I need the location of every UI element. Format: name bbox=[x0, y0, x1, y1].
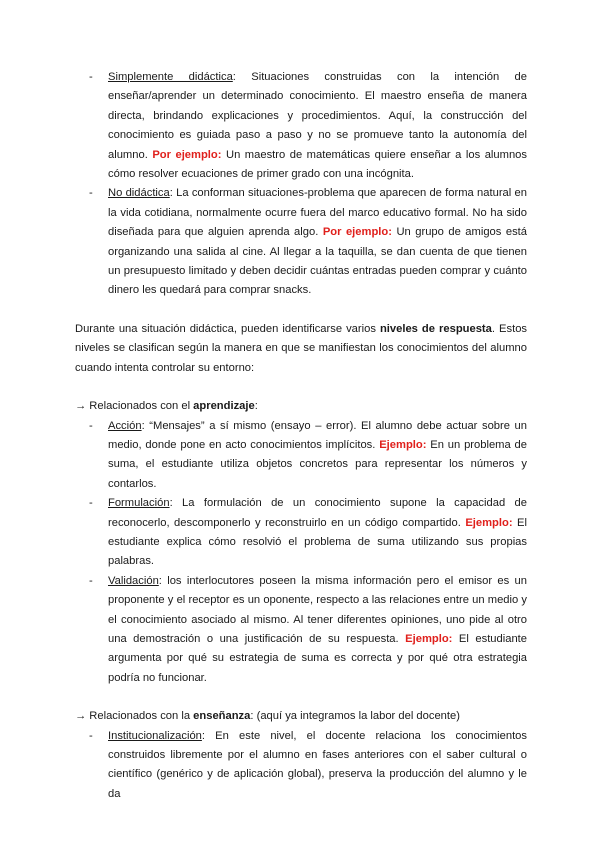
list-item-no-didactica bbox=[75, 184, 527, 300]
heading-bold: aprendizaje bbox=[193, 400, 255, 413]
list-item-validacion bbox=[75, 572, 527, 688]
definition-text: : “Mensajes” a sí mismo (ensayo – error). El alumno debe actuar sobre un medio, donde pone en acto conocimientos implícitos. bbox=[108, 419, 527, 451]
intro-paragraph bbox=[75, 320, 527, 378]
list-item-formulacion bbox=[75, 494, 527, 572]
definition-text: : los interlocutores poseen la misma información pero el emisor es un proponente y el receptor es un oponente, respecto a las relaciones entre un medio y el conocimiento asociado al mismo. Al tener diferentes opiniones, uno pide al otro una demostración o una justificación de su respuesta. bbox=[108, 574, 527, 645]
list-item-accion bbox=[75, 417, 527, 495]
list-dash: - bbox=[89, 71, 93, 83]
intro-bold-term: niveles de respuesta bbox=[379, 322, 492, 335]
example-label: Ejemplo: bbox=[405, 632, 453, 645]
list-item-simplemente-didactica bbox=[75, 68, 527, 184]
heading-bold: enseñanza bbox=[193, 710, 251, 723]
section-heading-aprendizaje bbox=[75, 397, 527, 416]
example-label: Ejemplo: bbox=[465, 516, 513, 529]
definition-text: : La formulación de un conocimiento supone la capacidad de reconocerlo, descomponerlo y reconstruirlo en un código compartido. bbox=[108, 497, 527, 529]
heading-prefix: → Relacionados con la bbox=[75, 710, 194, 723]
list-dash: - bbox=[89, 187, 93, 200]
definition-text: : La conforman situaciones-problema que aparecen de forma natural en la vida cotidiana, normalmente ocurre fuera del marco educativo formal. No ha sido diseñada para que alguien aprenda algo. bbox=[108, 187, 527, 239]
term-validacion: Validación bbox=[108, 574, 159, 587]
term-accion: Acción bbox=[108, 419, 142, 432]
example-label: Por ejemplo: bbox=[322, 226, 392, 239]
example-text: El estudiante argumenta por qué su estrategia de suma es correcta y por qué otra estrategia podría no funcionar. bbox=[108, 632, 528, 684]
intro-text-before: Durante una situación didáctica, pueden identificarse varios bbox=[75, 322, 380, 335]
term-simplemente-didactica: Simplemente didáctica bbox=[108, 71, 233, 83]
example-text: En un problema de suma, el estudiante utiliza objetos concretos para representar los números y contarlos. bbox=[108, 438, 527, 490]
list-dash: - bbox=[89, 729, 93, 742]
list-dash: - bbox=[89, 574, 93, 587]
example-label: Por ejemplo: bbox=[152, 148, 222, 161]
term-no-didactica: No didáctica bbox=[108, 187, 170, 200]
example-text: Un maestro de matemáticas quiere enseñar a los alumnos cómo resolver ecuaciones de primer grado con una incógnita. bbox=[108, 148, 527, 181]
heading-prefix: → Relacionados con el bbox=[75, 400, 194, 413]
list-dash: - bbox=[89, 419, 93, 432]
example-text: El estudiante explica cómo resolvió el problema de suma utilizando sus propias palabras. bbox=[108, 516, 527, 568]
example-label: Ejemplo: bbox=[379, 438, 427, 451]
heading-suffix: : (aquí ya integramos la labor del docente) bbox=[250, 710, 460, 723]
list-item-institucionalizacion bbox=[75, 727, 527, 805]
example-text: Un grupo de amigos está organizando una salida al cine. Al llegar a la taquilla, se dan cuenta de que tienen un presupuesto limitado y deben decidir cuántas entradas pueden comprar y cuánto dinero les quedará para comprar snacks. bbox=[108, 226, 527, 297]
term-institucionalizacion: Institucionalización bbox=[108, 729, 202, 742]
list-dash: - bbox=[89, 497, 93, 510]
section-heading-ensenanza bbox=[75, 707, 527, 726]
intro-text-after: . Estos niveles se clasifican según la manera en que se manifiestan los conocimientos del alumno cuando intenta controlar su entorno: bbox=[75, 322, 528, 374]
term-formulacion: Formulación bbox=[108, 497, 170, 510]
document-body bbox=[75, 68, 527, 804]
definition-text: : En este nivel, el docente relaciona los conocimientos construidos libremente por el alumno en fases anteriores con el saber cultural o científico (genérico y de aplicación global), preserva la producción del alumno y le da bbox=[108, 729, 527, 800]
definition-text: : Situaciones construidas con la intención de enseñar/aprender un determinado conocimiento. El maestro enseña de manera directa, brindando explicaciones y procedimientos. Aquí, la construcción del conocimiento es guiada paso a paso y no se promueve tanto la autonomía del alumno. bbox=[108, 71, 527, 161]
heading-suffix: : bbox=[254, 400, 258, 413]
